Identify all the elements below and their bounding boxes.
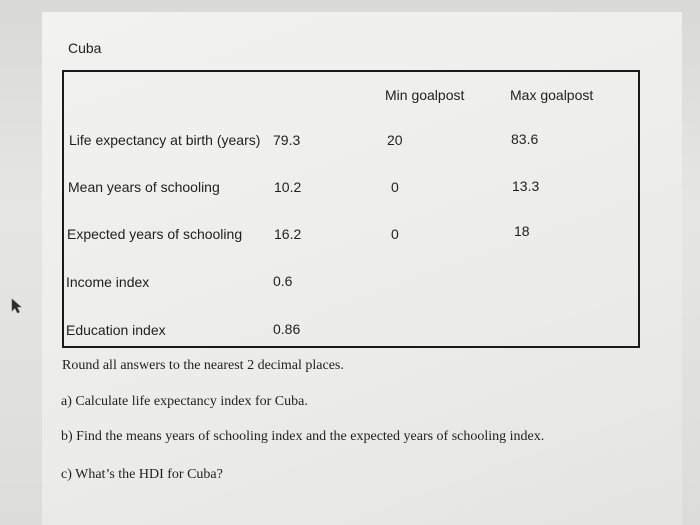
rounding-instruction: Round all answers to the nearest 2 decimal places. <box>62 358 344 373</box>
question-a: a) Calculate life expectancy index for Cuba. <box>61 394 308 409</box>
row-label-education-index: Education index <box>66 322 166 338</box>
row-min-life-expectancy: 20 <box>387 132 403 148</box>
row-value-mean-years: 10.2 <box>274 179 302 195</box>
row-min-mean-years: 0 <box>391 179 399 195</box>
row-value-income-index: 0.6 <box>273 273 293 289</box>
header-min-goalpost: Min goalpost <box>385 87 465 103</box>
row-value-life-expectancy: 79.3 <box>273 132 301 148</box>
row-value-education-index: 0.86 <box>273 321 301 337</box>
row-value-expected-years: 16.2 <box>274 226 302 242</box>
header-max-goalpost: Max goalpost <box>510 87 594 103</box>
row-label-mean-years: Mean years of schooling <box>68 179 220 195</box>
row-max-life-expectancy: 83.6 <box>511 131 539 147</box>
country-title: Cuba <box>68 40 102 56</box>
data-table <box>62 70 640 348</box>
row-label-expected-years: Expected years of schooling <box>67 226 243 242</box>
row-min-expected-years: 0 <box>391 226 399 242</box>
question-b: b) Find the means years of schooling index and the expected years of schooling index. <box>61 429 545 444</box>
row-label-income-index: Income index <box>66 274 150 290</box>
row-label-life-expectancy: Life expectancy at birth (years) <box>69 132 261 148</box>
row-max-expected-years: 18 <box>514 223 530 239</box>
row-max-mean-years: 13.3 <box>512 178 540 194</box>
question-c: c) What’s the HDI for Cuba? <box>61 467 223 482</box>
